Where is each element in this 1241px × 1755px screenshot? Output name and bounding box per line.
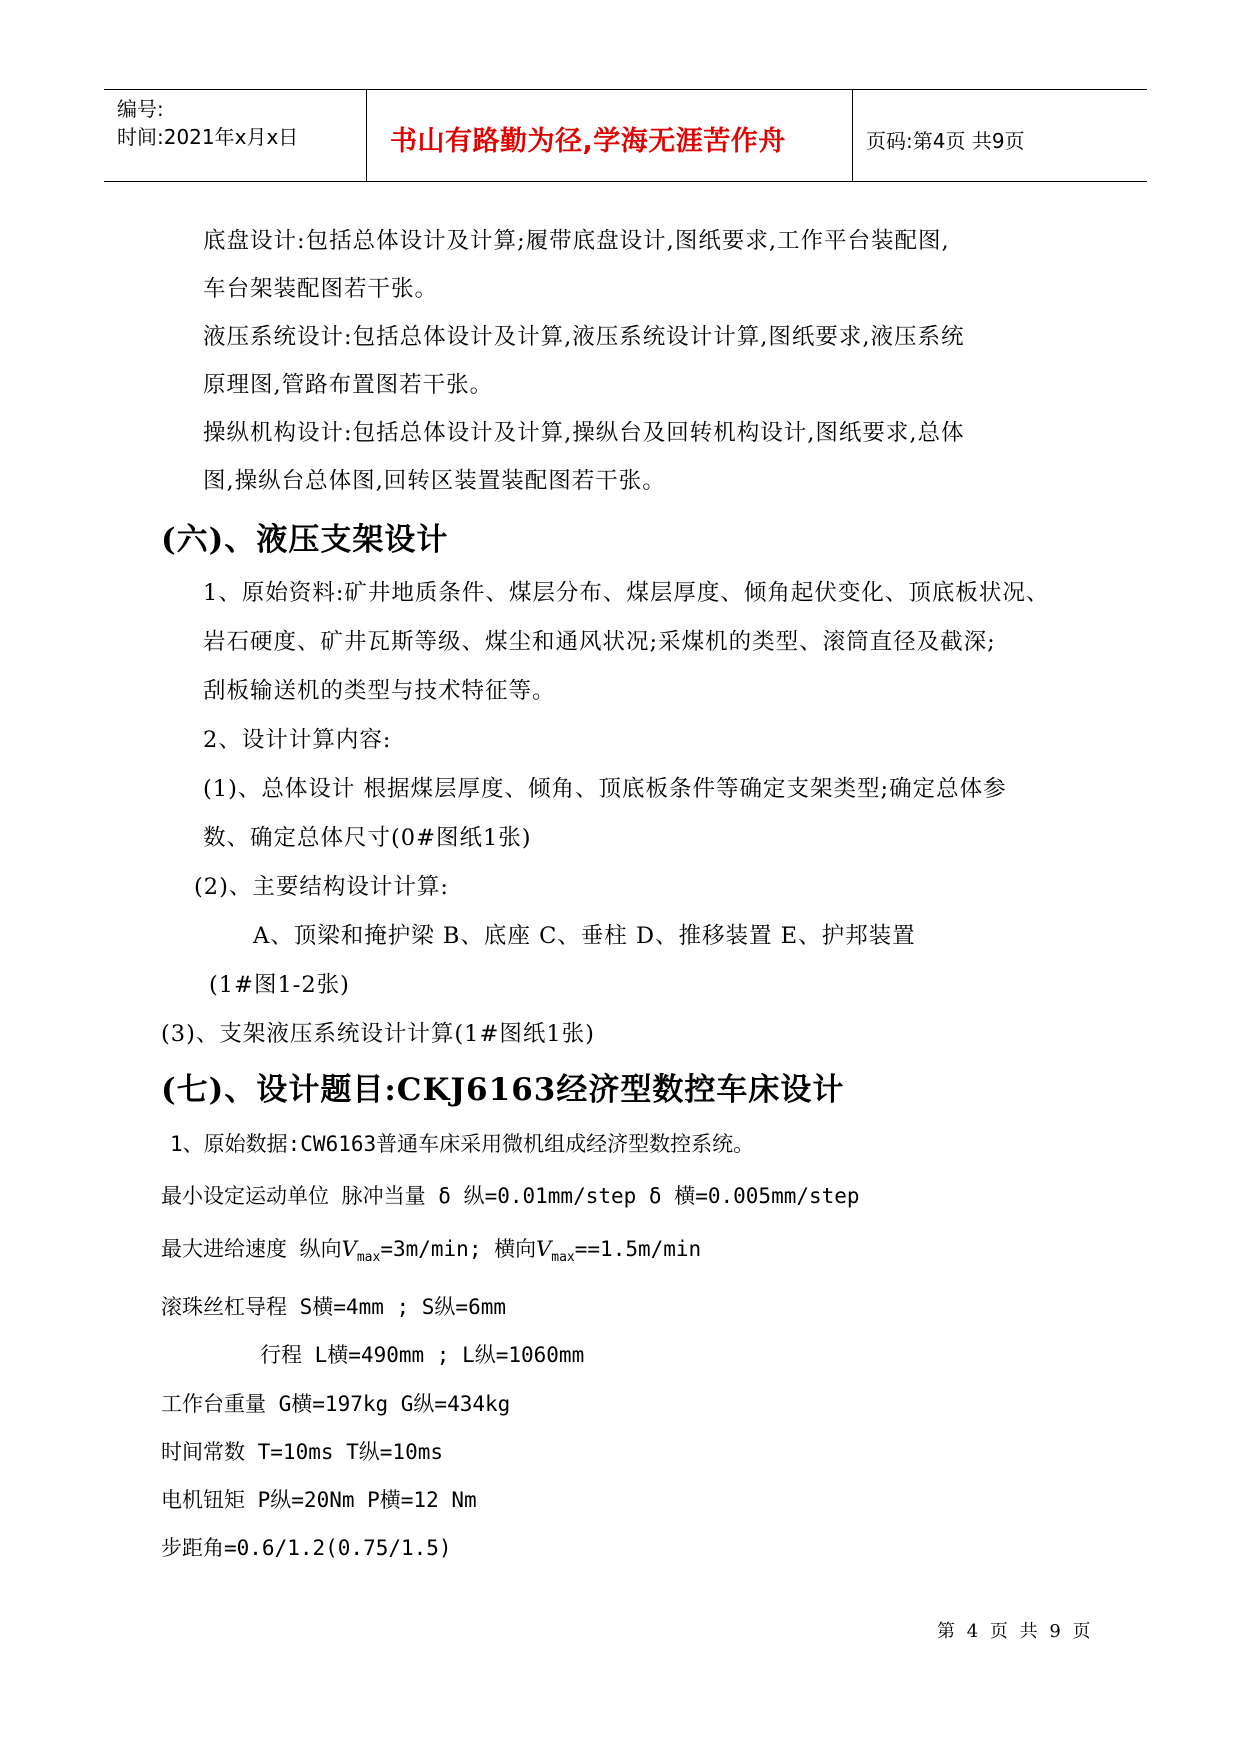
overall-design-line2: 数、确定总体尺寸(0#图纸1张) [203, 825, 532, 851]
paragraph-chassis-line2: 车台架装配图若干张。 [203, 276, 439, 302]
v-subscript-2: max [551, 1250, 575, 1266]
paragraph-hydraulic-line2: 原理图,管路布置图若干张。 [203, 372, 494, 398]
section-heading-7: (七)、设计题目:CKJ6163经济型数控车床设计 [161, 1072, 845, 1108]
raw-data-line1: 1、原始资料:矿井地质条件、煤层分布、煤层厚度、倾角起伏变化、顶底板状况、 [203, 580, 1050, 606]
header-time-label: 时间:2021年x月x日 [117, 125, 299, 149]
header-divider-right [852, 89, 853, 181]
header-divider-left [366, 89, 367, 181]
structure-items: A、顶梁和掩护梁 B、底座 C、垂柱 D、推移装置 E、护邦装置 [253, 923, 916, 949]
spec-max-feed [161, 1233, 701, 1265]
footer-page-number: 第 4 页 共 9 页 [937, 1621, 1094, 1642]
original-data-title: 1、原始数据:CW6163普通车床采用微机组成经济型数控系统。 [170, 1132, 755, 1156]
calc-content-title: 2、设计计算内容: [203, 727, 392, 753]
paragraph-control-line1: 操纵机构设计:包括总体设计及计算,操纵台及回转机构设计,图纸要求,总体 [203, 420, 965, 446]
overall-design-line1: (1)、总体设计 根据煤层厚度、倾角、顶底板条件等确定支架类型;确定总体参 [203, 776, 1007, 802]
header-serial-label: 编号: [117, 97, 164, 121]
paragraph-chassis-line1: 底盘设计:包括总体设计及计算;履带底盘设计,图纸要求,工作平台装配图, [203, 228, 950, 254]
main-structure-title: (2)、主要结构设计计算: [194, 874, 449, 900]
paragraph-control-line2: 图,操纵台总体图,回转区装置装配图若干张。 [203, 468, 666, 494]
spec-step-angle: 步距角=0.6/1.2(0.75/1.5) [161, 1536, 452, 1560]
spec-motor-torque: 电机钮矩 P纵=20Nm P横=12 Nm [161, 1488, 477, 1512]
spec-max-feed-b: =3m/min; 横向 [380, 1237, 537, 1261]
structure-drawings: (1#图1-2张) [209, 972, 350, 998]
paragraph-hydraulic-line1: 液压系统设计:包括总体设计及计算,液压系统设计计算,图纸要求,液压系统 [203, 324, 965, 350]
v-subscript-1: max [356, 1250, 381, 1266]
raw-data-line2: 岩石硬度、矿井瓦斯等级、煤尘和通风状况;采煤机的类型、滚筒直径及截深; [203, 629, 996, 655]
spec-ballscrew-lead: 滚珠丝杠导程 S横=4mm ; S纵=6mm [161, 1295, 507, 1319]
section-heading-6: (六)、液压支架设计 [161, 522, 449, 558]
header-motto: 书山有路勤为径,学海无涯苦作舟 [390, 126, 786, 157]
header-page-label: 页码:第4页 共9页 [866, 129, 1025, 153]
spec-table-weight: 工作台重量 G横=197kg G纵=434kg [161, 1392, 511, 1416]
header-top-rule [104, 89, 1147, 90]
v-symbol-2: V [536, 1237, 552, 1261]
spec-min-unit: 最小设定运动单位 脉冲当量 δ 纵=0.01mm/step δ 横=0.005mm/step [161, 1184, 860, 1208]
support-hydraulic-calc: (3)、支架液压系统设计计算(1#图纸1张) [161, 1021, 595, 1047]
spec-max-feed-a: 最大进给速度 纵向 [161, 1237, 342, 1261]
raw-data-line3: 刮板输送机的类型与技术特征等。 [203, 678, 556, 704]
v-symbol-1: V [341, 1237, 357, 1261]
spec-time-constant: 时间常数 T=10ms T纵=10ms [161, 1440, 444, 1464]
spec-travel: 行程 L横=490mm ; L纵=1060mm [260, 1343, 585, 1367]
spec-max-feed-c: ==1.5m/min [574, 1237, 702, 1261]
header-bottom-rule [104, 181, 1147, 182]
